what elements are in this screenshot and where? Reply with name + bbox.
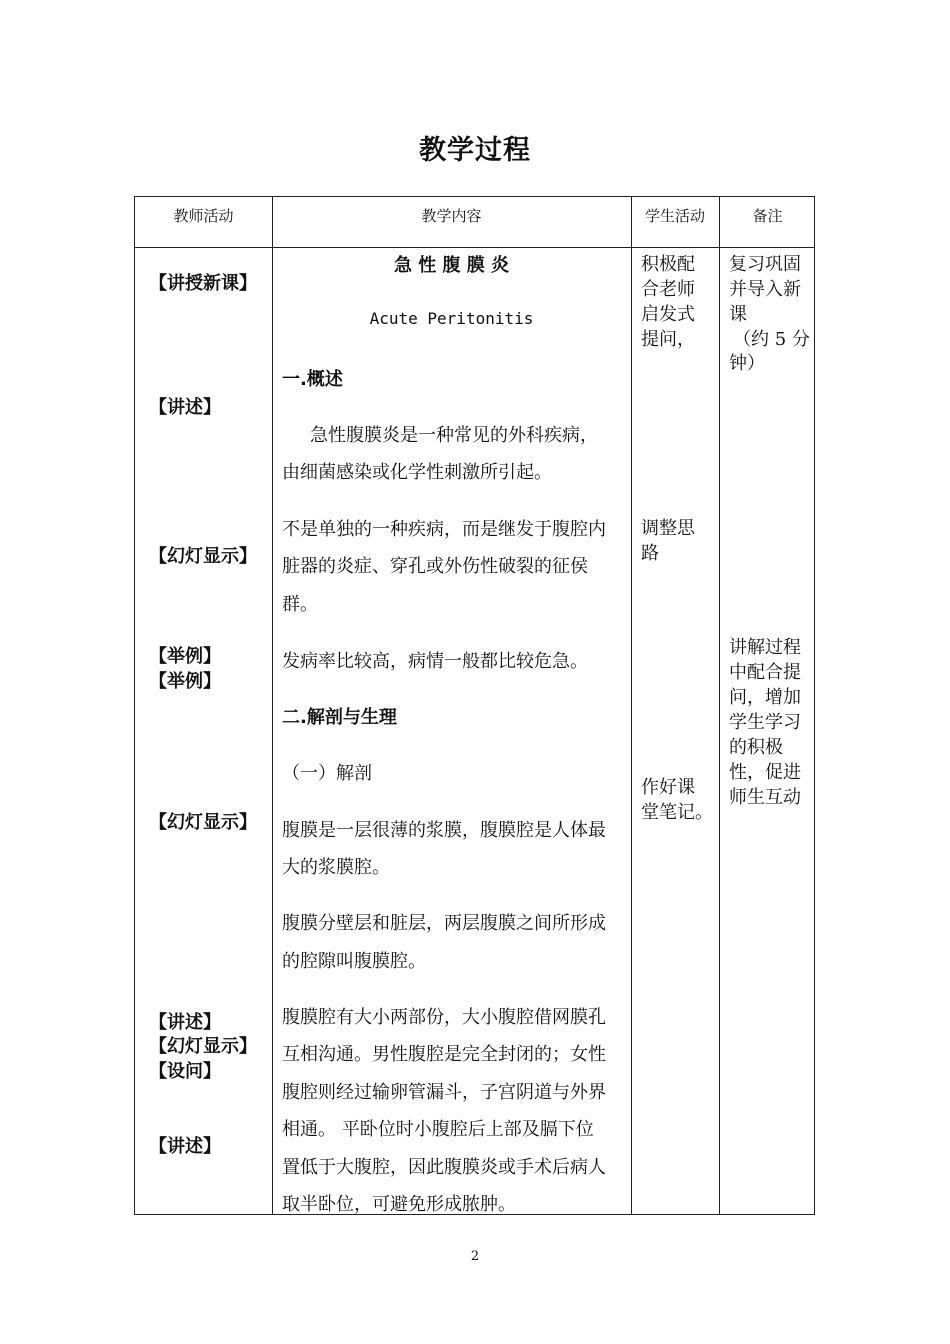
header-teaching-content: 教学内容 <box>421 207 482 225</box>
paragraph-line: 群。 <box>282 594 318 615</box>
teacher-activity-item: 【讲述】 <box>149 397 221 418</box>
column-divider <box>631 197 632 1214</box>
content-english-title: Acute Peritonitis <box>369 309 534 328</box>
student-activity-line: 堂笔记。 <box>641 802 713 823</box>
paragraph-line: 由细菌感染或化学性刺激所引起。 <box>282 462 552 483</box>
teacher-activity-item: 【讲授新课】 <box>149 273 257 294</box>
notes-line: （约 5 分 <box>733 329 810 350</box>
paragraph-line: 置低于大腹腔，因此腹膜炎或手术后病人 <box>282 1157 606 1178</box>
paragraph-line: 腹膜分壁层和脏层，两层腹膜之间所形成 <box>282 913 606 934</box>
header-divider <box>135 247 814 248</box>
notes-line: 复习巩固 <box>729 254 801 275</box>
page-title: 教学过程 <box>419 135 531 166</box>
paragraph-line: 相通。 平卧位时小腹腔后上部及膈下位 <box>282 1119 594 1140</box>
paragraph-line: 急性腹膜炎是一种常见的外科疾病， <box>310 425 598 446</box>
student-activity-line: 路 <box>641 543 659 564</box>
notes-line: 问，增加 <box>729 687 801 708</box>
student-activity-line: 积极配 <box>641 254 695 275</box>
notes-line: 讲解过程 <box>729 637 801 658</box>
paragraph-line: 的腔隙叫腹膜腔。 <box>282 951 426 972</box>
header-teacher-activity: 教师活动 <box>173 207 234 225</box>
paragraph-line: 腹膜是一层很薄的浆膜，腹膜腔是人体最 <box>282 820 606 841</box>
teacher-activity-item: 【讲述】 <box>149 1136 221 1157</box>
notes-line: 师生互动 <box>729 787 801 808</box>
notes-line: 钟） <box>729 353 765 374</box>
paragraph-line: 互相沟通。男性腹腔是完全封闭的；女性 <box>282 1044 606 1065</box>
student-activity-line: 启发式 <box>641 304 695 325</box>
teacher-activity-item: 【幻灯显示】 <box>149 546 257 567</box>
teacher-activity-item: 【设问】 <box>149 1061 221 1082</box>
teacher-activity-item: 【举例】 <box>149 646 221 667</box>
notes-line: 性，促进 <box>729 762 801 783</box>
content-heading: 急 性 腹 膜 炎 <box>393 255 510 276</box>
teacher-activity-item: 【举例】 <box>149 671 221 692</box>
section-heading: 一.概述 <box>282 369 343 390</box>
paragraph-line: 腹膜腔有大小两部份，大小腹腔借网膜孔 <box>282 1007 606 1028</box>
column-divider <box>719 197 720 1214</box>
student-activity-line: 调整思 <box>641 518 695 539</box>
section-heading: 二.解剖与生理 <box>282 707 397 728</box>
header-notes: 备注 <box>752 207 783 225</box>
lesson-table <box>134 196 815 1215</box>
column-divider <box>272 197 273 1214</box>
subsection-heading: （一）解剖 <box>282 763 372 784</box>
student-activity-line: 提问， <box>641 329 695 350</box>
teacher-activity-item: 【讲述】 <box>149 1012 221 1033</box>
notes-line: 课 <box>729 304 747 325</box>
paragraph-line: 脏器的炎症、穿孔或外伤性破裂的征侯 <box>282 556 588 577</box>
teacher-activity-item: 【幻灯显示】 <box>149 1036 257 1057</box>
header-student-activity: 学生活动 <box>644 207 705 225</box>
paragraph-line: 大的浆膜腔。 <box>282 857 390 878</box>
student-activity-line: 合老师 <box>641 279 695 300</box>
student-activity-line: 作好课 <box>641 777 695 798</box>
paragraph-line: 取半卧位，可避免形成脓肿。 <box>282 1194 516 1215</box>
page-number: 2 <box>470 1249 480 1264</box>
paragraph-line: 发病率比较高，病情一般都比较危急。 <box>282 651 588 672</box>
paragraph-line: 腹腔则经过输卵管漏斗，子宫阴道与外界 <box>282 1082 606 1103</box>
notes-line: 并导入新 <box>729 279 801 300</box>
notes-line: 中配合提 <box>729 662 801 683</box>
notes-line: 学生学习 <box>729 712 801 733</box>
notes-line: 的积极 <box>729 737 783 758</box>
paragraph-line: 不是单独的一种疾病，而是继发于腹腔内 <box>282 519 606 540</box>
teacher-activity-item: 【幻灯显示】 <box>149 812 257 833</box>
